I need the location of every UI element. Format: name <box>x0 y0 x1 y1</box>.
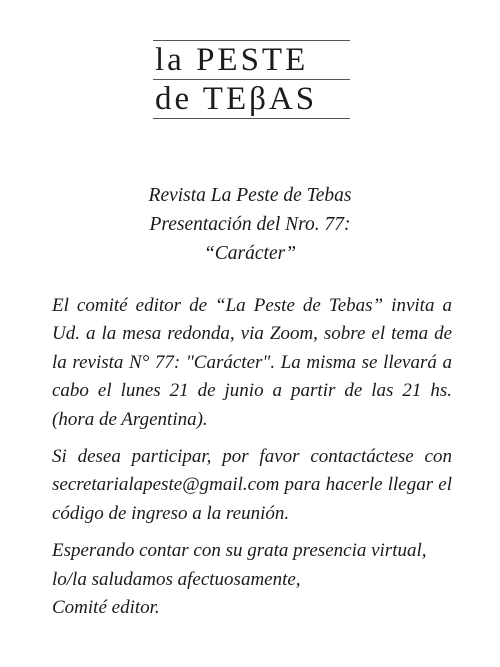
invitation-body <box>52 292 452 622</box>
signature: Comité editor. <box>52 597 160 619</box>
closing-line-1: Esperando contar con su grata presencia virtual, <box>52 540 427 562</box>
logo-bottom-rule <box>153 118 350 119</box>
heading-line-issue: Presentación del Nro. 77: <box>149 214 351 235</box>
logo-line-1: la PESTE <box>155 42 309 78</box>
contact-paragraph: Si desea participar, por favor contactáctese con secretarialapeste@gmail.com para hacerle llegar el código de ingreso a la reunión. <box>52 446 452 524</box>
closing-line-2: lo/la saludamos afectuosamente, <box>52 568 301 590</box>
logo-line-2: de TEβAS <box>155 81 318 117</box>
journal-logo <box>153 40 350 119</box>
heading-line-theme: “Carácter” <box>203 243 297 264</box>
presentation-heading <box>0 181 500 268</box>
heading-line-journal: Revista La Peste de Tebas <box>148 185 352 206</box>
invitation-paragraph: El comité editor de “La Peste de Tebas” invita a Ud. a la mesa redonda, via Zoom, sobre el tema de la revista N° 77: "Carácter". La misma se llevará a cabo el lunes 21 de junio a partir de las 21 hs. (hora de Argentina). <box>52 295 452 430</box>
closing-paragraph <box>52 537 452 622</box>
